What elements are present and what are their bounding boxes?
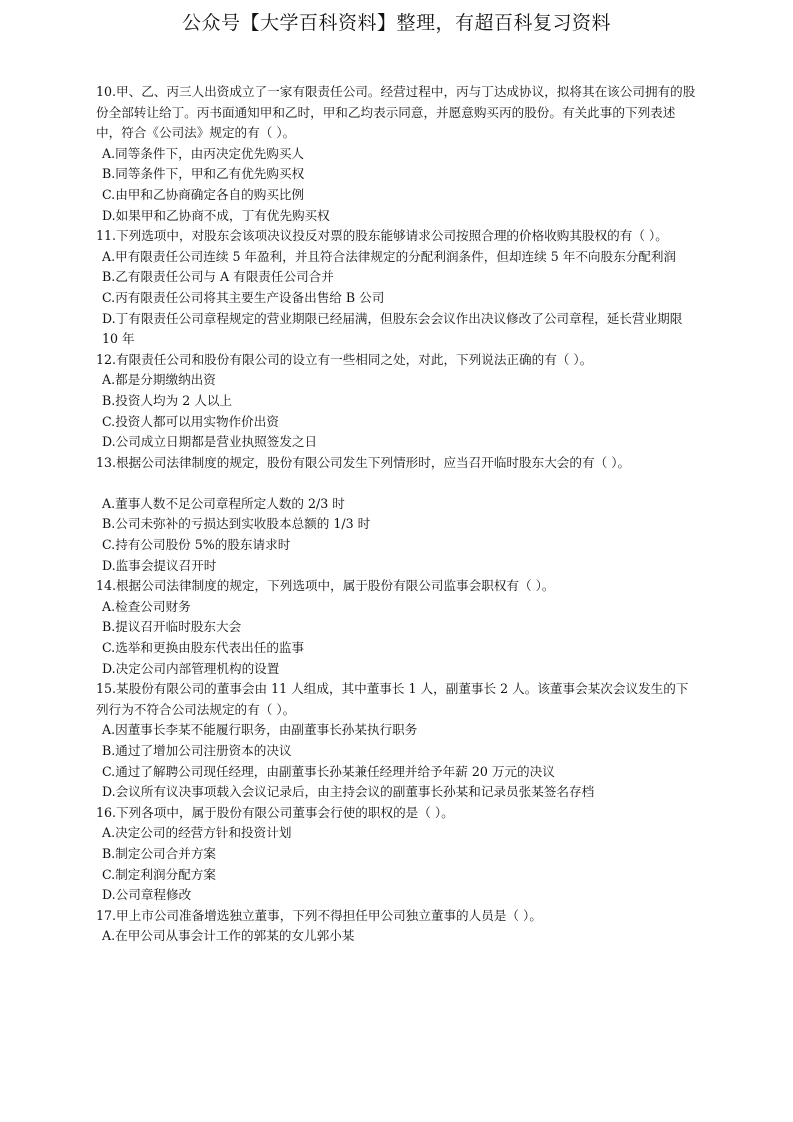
option-d: D.公司成立日期都是营业执照签发之日 — [102, 434, 318, 450]
option-b: B.投资人均为 2 人以上 — [102, 392, 233, 408]
question-stem: 10.甲、乙、丙三人出资成立了一家有限责任公司。经营过程中，丙与丁达成协议，拟将其在该公司拥有的股份全部转让给丁。丙书面通知甲和乙时，甲和乙均表示同意，并愿意购买丙的股份。有关此事的下列表述中，符合《公司法》规定的有（ ）。 — [96, 84, 696, 141]
option-d: D.如果甲和乙协商不成，丁有优先购买权 — [102, 207, 330, 223]
option-c: C.制定利润分配方案 — [102, 866, 216, 882]
option-b: B.同等条件下，甲和乙有优先购买权 — [102, 166, 305, 182]
option-b: B.提议召开临时股东大会 — [102, 619, 242, 635]
question-11 — [96, 226, 700, 350]
option-a: A.甲有限责任公司连续 5 年盈利，并且符合法律规定的分配利润条件，但却连续 5 年不向股东分配利润 — [102, 248, 677, 264]
question-stem: 12.有限责任公司和股份有限公司的设立有一些相同之处，对此，下列说法正确的有（ ）。 — [96, 351, 593, 367]
option-a: A.都是分期缴纳出资 — [102, 372, 216, 388]
option-d: D.公司章程修改 — [102, 887, 192, 903]
option-a: A.检查公司财务 — [102, 598, 191, 614]
question-stem: 13.根据公司法律制度的规定，股份有限公司发生下列情形时，应当召开临时股东大会的有（ ）。 — [96, 454, 631, 470]
option-a: A.同等条件下，由丙决定优先购买人 — [102, 145, 305, 161]
option-c: C.选举和更换由股东代表出任的监事 — [102, 640, 305, 656]
option-c: C.持有公司股份 5%的股东请求时 — [102, 537, 291, 553]
question-10 — [96, 82, 700, 226]
question-stem: 14.根据公司法律制度的规定，下列选项中，属于股份有限公司监事会职权有（ ）。 — [96, 578, 555, 594]
question-13 — [96, 453, 700, 577]
question-stem: 11.下列选项中，对股东会该项决议投反对票的股东能够请求公司按照合理的价格收购其股权的有（ ）。 — [96, 228, 668, 244]
option-b: B.制定公司合并方案 — [102, 845, 217, 861]
question-list — [96, 82, 700, 947]
question-14 — [96, 576, 700, 679]
question-stem: 17.甲上市公司准备增选独立董事，下列不得担任甲公司独立董事的人员是（ ）。 — [96, 907, 542, 923]
option-d: D.决定公司内部管理机构的设置 — [102, 660, 280, 676]
question-16 — [96, 803, 700, 906]
option-b: B.公司未弥补的亏损达到实收股本总额的 1/3 时 — [102, 516, 371, 532]
question-12 — [96, 350, 700, 453]
question-15 — [96, 679, 700, 803]
question-stem: 16.下列各项中，属于股份有限公司董事会行使的职权的是（ ）。 — [96, 804, 454, 820]
option-d: D.会议所有议决事项载入会议记录后，由主持会议的副董事长孙某和记录员张某签名存档 — [102, 784, 595, 800]
option-c: C.通过了解聘公司现任经理，由副董事长孙某兼任经理并给予年薪 20 万元的决议 — [102, 763, 555, 779]
option-a: A.决定公司的经营方针和投资计划 — [102, 825, 292, 841]
option-b: B.通过了增加公司注册资本的决议 — [102, 743, 292, 758]
option-c: C.丙有限责任公司将其主要生产设备出售给 B 公司 — [102, 289, 385, 305]
option-a: A.在甲公司从事会计工作的郭某的女儿郭小某 — [102, 928, 355, 944]
option-a: A.因董事长李某不能履行职务，由副董事长孙某执行职务 — [102, 722, 418, 738]
option-b: B.乙有限责任公司与 A 有限责任公司合并 — [102, 269, 334, 285]
page-header: 公众号【大学百科资料】整理，有超百科复习资料 — [181, 12, 611, 34]
option-d: D.监事会提议召开时 — [102, 557, 217, 573]
option-a: A.董事人数不足公司章程所定人数的 2/3 时 — [102, 495, 345, 511]
option-c: C.由甲和乙协商确定各自的购买比例 — [102, 186, 305, 202]
option-c: C.投资人都可以用实物作价出资 — [102, 413, 279, 429]
question-stem: 15.某股份有限公司的董事会由 11 人组成，其中董事长 1 人，副董事长 2 人。该董事会某次会议发生的下列行为不符合公司法规定的有（ ）。 — [96, 681, 689, 717]
option-d: D.丁有限责任公司章程规定的营业期限已经届满，但股东会会议作出决议修改了公司章程，延长营业期限 10 年 — [102, 310, 683, 347]
blank-line — [96, 473, 700, 494]
question-17 — [96, 906, 700, 947]
